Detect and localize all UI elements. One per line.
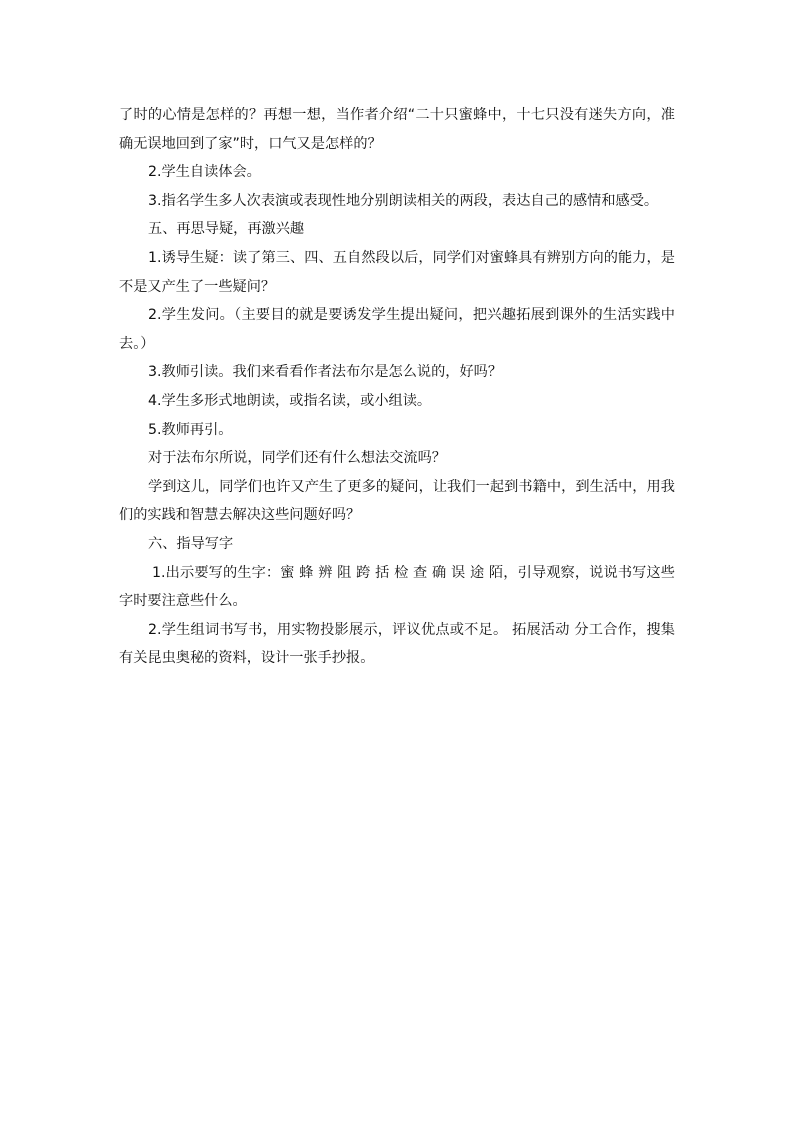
paragraph-question: 对于法布尔所说，同学们还有什么想法交流吗？ — [148, 450, 446, 467]
document-body — [119, 101, 675, 673]
paragraph-step-1: 1.诱导生疑：读了第三、四、五自然段以后，同学们对蜜蜂具有辨别方向的能力，是不是又产生了一些疑问？ — [119, 249, 675, 295]
section-heading-5: 五、再思导疑，再激兴趣 — [148, 221, 305, 238]
paragraph-summary: 学到这儿，同学们也许又产生了更多的疑问，让我们一起到书籍中，到生活中，用我们的实践和智慧去解决这些问题好吗？ — [119, 478, 675, 524]
paragraph-step-2: 2.学生发问。（主要目的就是要诱发学生提出疑问，把兴趣拓展到课外的生活实践中去。） — [119, 307, 675, 352]
paragraph-continuation: 了时的心情是怎样的？再想一想，当作者介绍“二十只蜜蜂中，十七只没有迷失方向，准确无误地回到了家”时，口气又是怎样的？ — [119, 107, 675, 152]
paragraph-step-3: 3.指名学生多人次表演或表现性地分别朗读相关的两段，表达自己的感情和感受。 — [148, 192, 659, 209]
paragraph-writing-step-1: 1.出示要写的生字：蜜 蜂 辨 阻 跨 括 检 查 确 误 途 陌，引导观察，说说书写这些字时要注意些什么。 — [119, 564, 675, 610]
section-heading-6: 六、指导写字 — [148, 535, 234, 552]
paragraph-step-5: 5.教师再引。 — [148, 421, 233, 438]
paragraph-step-3: 3.教师引读。我们来看看作者法布尔是怎么说的，好吗？ — [148, 364, 503, 381]
paragraph-writing-step-2: 2.学生组词书写书，用实物投影展示，评议优点或不足。 拓展活动 分工合作，搜集有关昆虫奥秘的资料，设计一张手抄报。 — [119, 621, 675, 667]
paragraph-step-4: 4.学生多形式地朗读，或指名读，或小组读。 — [148, 392, 432, 409]
paragraph-step-2: 2.学生自读体会。 — [148, 164, 261, 181]
